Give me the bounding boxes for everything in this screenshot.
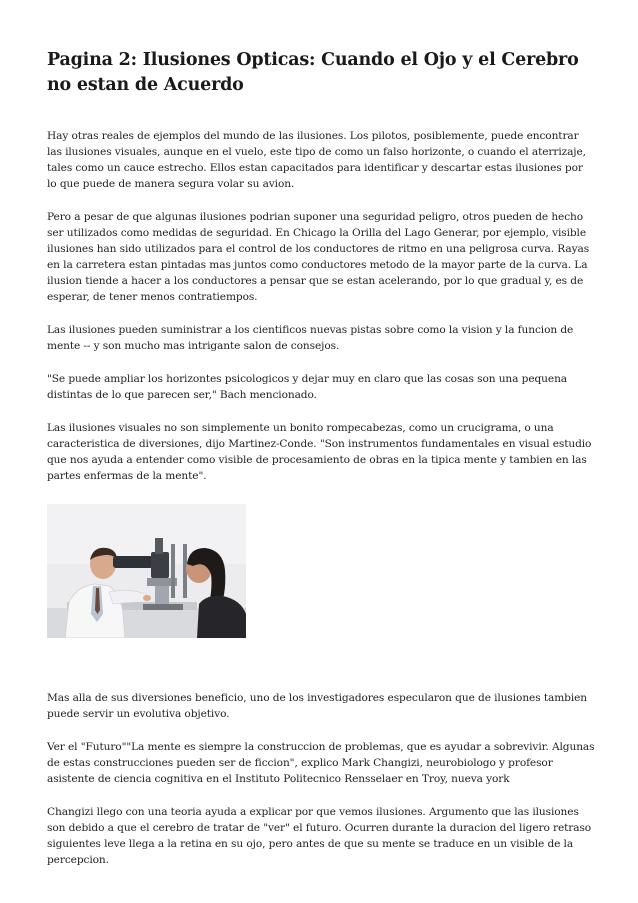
paragraph-safety: Pero a pesar de que algunas ilusiones podrian suponer una seguridad peligro, otros pueden de hecho ser utilizados como medidas de seguridad. En Chicago la Orilla del Lago Generar, por ejemplo, visible ilusiones han sido utilizados para el control de los conductores de ritmo en una peligrosa curva. Rayas en la carretera estan pintadas mas juntos como conductores metodo de la mayor parte de la curva. La ilusion tiende a hacer a los conductores a pensar que se estan acelerando, por lo que gradual y, es de esperar, de tener menos contratiempos. xyxy=(47,211,590,303)
document-page xyxy=(47,48,595,885)
page-title: Pagina 2: Ilusiones Opticas: Cuando el Ojo y el Cerebro no estan de Acuerdo xyxy=(47,50,579,95)
paragraph-evolution: Mas alla de sus diversiones beneficio, uno de los investigadores especularon que de ilusiones tambien puede servir un evolutiva objetivo. xyxy=(47,692,588,720)
paragraph-martinez-conde: Las ilusiones visuales no son simplemente un bonito rompecabezas, como un crucigrama, o una caracteristica de diversiones, dijo Martinez-Conde. "Son instrumentos fundamentales en visual estudio que nos ayuda a entender como visible de procesamiento de obras en la tipica mente y tambien en las partes enfermas de la mente". xyxy=(47,422,592,482)
eye-exam-illustration xyxy=(47,504,246,638)
paragraph-scientists: Las ilusiones pueden suministrar a los cientificos nuevas pistas sobre como la vision y la funcion de mente -- y son mucho mas intrigante salon de consejos. xyxy=(47,324,574,352)
paragraph-bach-quote: "Se puede ampliar los horizontes psicologicos y dejar muy en claro que las cosas son una pequena distintas de lo que parecen ser," Bach mencionado. xyxy=(47,373,568,401)
paragraph-futuro: Ver el "Futuro""La mente es siempre la construccion de problemas, que es ayudar a sobrevivir. Algunas de estas construcciones pueden ser de ficcion", explico Mark Changizi, neurobiologo y profesor asistente de ciencia cognitiva en el Instituto Politecnico Rensselaer en Troy, nueva york xyxy=(47,741,595,785)
eye-exam-photo xyxy=(47,504,246,638)
paragraph-pilots: Hay otras reales de ejemplos del mundo de las ilusiones. Los pilotos, posiblemente, puede encontrar las ilusiones visuales, aunque en el vuelo, este tipo de como un falso horizonte, o cuando el aterrizaje, tales como un cauce estrecho. Ellos estan capacitados para identificar y descartar estas ilusiones por lo que puede de manera segura volar su avion. xyxy=(47,130,586,190)
paragraph-changizi: Changizi llego con una teoria ayuda a explicar por que vemos ilusiones. Argumento que las ilusiones son debido a que el cerebro de tratar de "ver" el futuro. Ocurren durante la duracion del ligero retraso siguientes leve llega a la retina en su ojo, pero antes de que su mente se traduce en un visible de la percepcion. xyxy=(47,806,592,866)
